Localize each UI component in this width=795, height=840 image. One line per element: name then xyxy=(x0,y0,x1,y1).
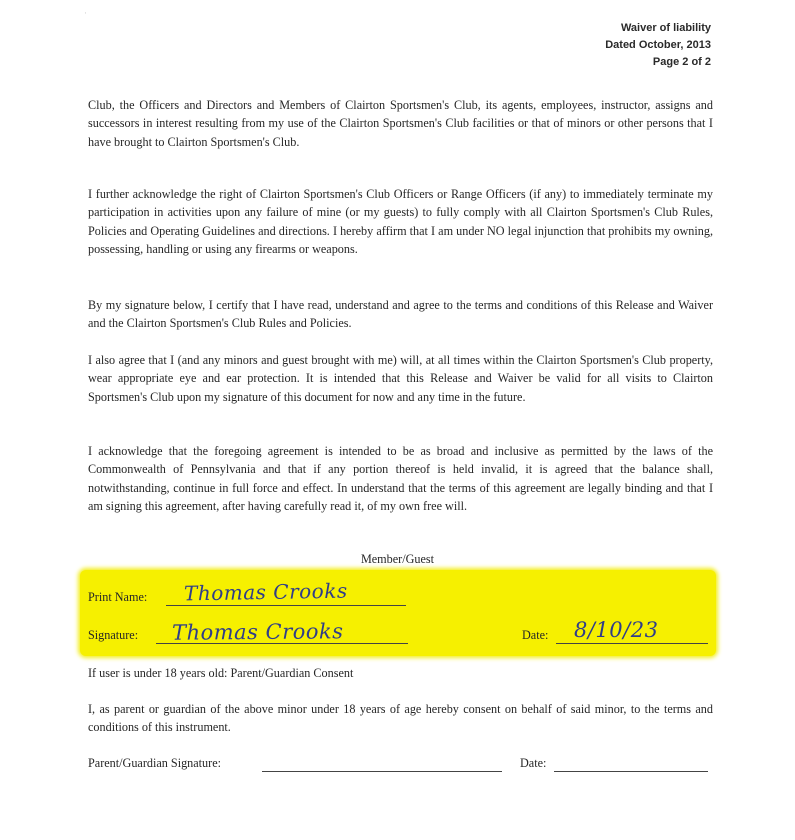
paragraph-release-continued: Club, the Officers and Directors and Members of Clairton Sportsmen's Club, its agents, employees, instructor, assigns and successors in interest resulting from my use of the Clairton Sportsmen's Club facilities or that of minors or other persons that I have brought to Clairton Sportsmen's Club. xyxy=(88,98,713,149)
print-name-value[interactable]: Thomas Crooks xyxy=(183,578,348,606)
member-guest-heading: Member/Guest xyxy=(360,552,435,566)
header-date: Dated October, 2013 xyxy=(605,39,711,51)
signature-value[interactable]: Thomas Crooks xyxy=(171,619,344,645)
paragraph-protection: I also agree that I (and any minors and guest brought with me) will, at all times within the Clairton Sportsmen's Club property, wear appropriate eye and ear protection. It is intended that this Release and Waiver be valid for all visits to Clairton Sportsmen's Club upon my signature of this document for now and any time in the future. xyxy=(88,353,713,404)
paragraph-acknowledgement: I acknowledge that the foregoing agreement is intended to be as broad and inclusive as permitted by the laws of the Commonwealth of Pennsylvania and that if any portion thereof is held invalid, it is agreed that the balance shall, notwithstanding, continue in full force and effect. In understand that the terms of this agreement are legally binding and that I am signing this agreement, after having carefully read it, of my own free will. xyxy=(88,444,713,514)
paragraph-certification: By my signature below, I certify that I have read, understand and agree to the terms and conditions of this Release and Waiver and the Clairton Sportsmen's Club Rules and Policies. xyxy=(88,298,713,331)
print-name-label: Print Name: xyxy=(88,590,148,604)
header-title: Waiver of liability xyxy=(620,22,711,34)
header-page-number: Page 2 of 2 xyxy=(652,56,711,68)
date-label: Date: xyxy=(522,628,549,642)
paragraph-termination-rights: I further acknowledge the right of Clairton Sportsmen's Club Officers or Range Officers (if any) to immediately terminate my participation in activities upon any failure of mine (or my guests) to fully comply with all Clairton Sportsmen's Club Rules, Policies and Operating Guidelines and directions. I hereby affirm that I am under NO legal injunction that prohibits my owning, possessing, handling or using any firearms or weapons. xyxy=(88,187,713,257)
guardian-signature-label: Parent/Guardian Signature: xyxy=(88,756,222,770)
print-name-line xyxy=(166,605,406,606)
guardian-signature-line[interactable] xyxy=(262,771,502,772)
guardian-date-label: Date: xyxy=(520,756,547,770)
signature-label: Signature: xyxy=(88,628,139,642)
guardian-consent-text: I, as parent or guardian of the above minor under 18 years of age hereby consent on behalf of said minor, to the terms and conditions of this instrument. xyxy=(88,702,713,735)
document-header xyxy=(605,20,711,71)
date-line xyxy=(556,643,708,644)
scan-artifact: · xyxy=(84,8,87,18)
minor-note: If user is under 18 years old: Parent/Guardian Consent xyxy=(88,666,354,680)
date-value[interactable]: 8/10/23 xyxy=(574,618,659,642)
guardian-date-line[interactable] xyxy=(554,771,708,772)
